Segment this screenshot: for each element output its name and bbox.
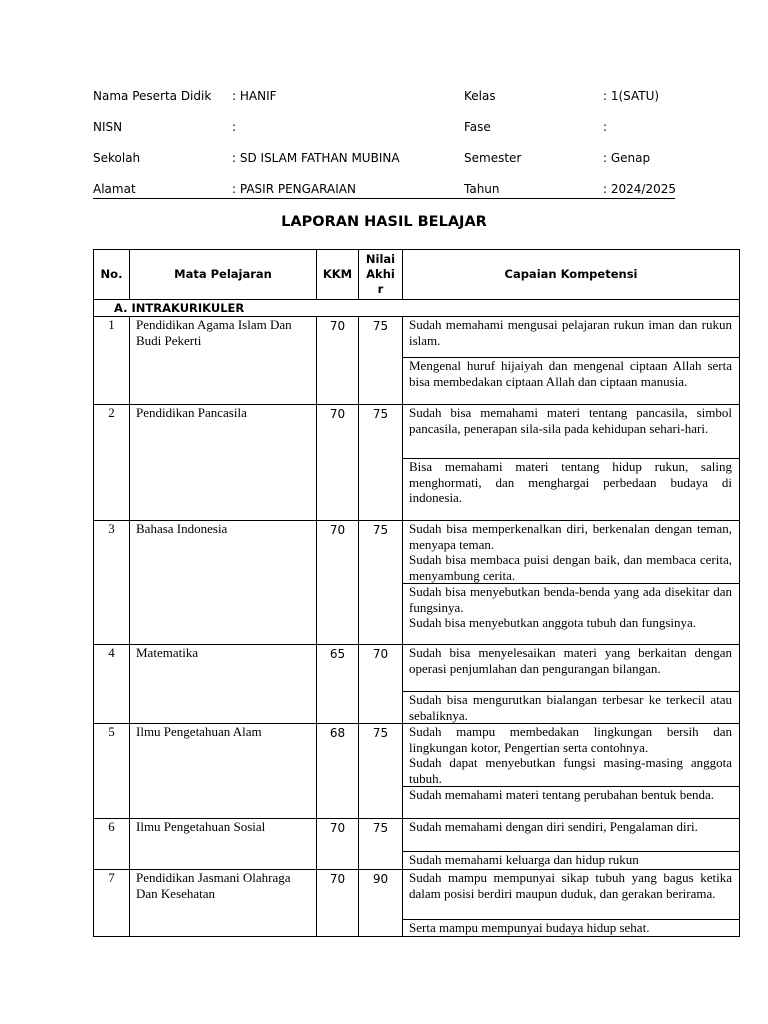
achievement-text: Bisa memahami materi tentang hidup rukun, saling menghormati, dan menghargai perbedaan budaya di indonesia. — [409, 459, 732, 505]
info-row — [93, 151, 675, 171]
score-value: 90 — [359, 870, 403, 937]
achievement-text: Sudah bisa memahami materi tentang pancasila, simbol pancasila, penerapan sila-sila pada kehidupan sehari-hari. — [403, 405, 739, 459]
table-row — [94, 521, 740, 645]
score-value: 70 — [359, 645, 403, 724]
score-value: 75 — [359, 521, 403, 645]
score-value: 75 — [359, 405, 403, 521]
subject-name: Pendidikan Jasmani Olahraga Dan Kesehatan — [130, 870, 317, 937]
label-year: Tahun — [464, 182, 500, 196]
achievement-cell — [403, 645, 740, 724]
value-year: : 2024/2025 — [603, 182, 676, 196]
header-subject: Mata Pelajaran — [130, 250, 317, 300]
achievement-text: Sudah mampu membedakan lingkungan bersih dan lingkungan kotor, Pengertian serta contohnya. Sudah dapat menyebutkan fungsi masing-masing anggota tubuh. — [403, 724, 739, 787]
table-row — [94, 317, 740, 405]
table-row — [94, 819, 740, 870]
section-title: A. INTRAKURIKULER — [94, 300, 740, 317]
achievement-cell — [403, 819, 740, 870]
kkm-value: 70 — [317, 405, 359, 521]
subject-name: Bahasa Indonesia — [130, 521, 317, 645]
section-row — [94, 300, 740, 317]
row-number: 3 — [94, 521, 130, 645]
achievement-text: Sudah memahami dengan diri sendiri, Pengalaman diri. — [403, 819, 739, 852]
row-number: 1 — [94, 317, 130, 405]
value-name: : HANIF — [232, 89, 277, 103]
achievement-cell — [403, 405, 740, 521]
achievement-text: Mengenal huruf hijaiyah dan mengenal ciptaan Allah serta bisa membedakan ciptaan Allah dan ciptaan manusia. — [409, 358, 732, 389]
header-no: No. — [94, 250, 130, 300]
table-row — [94, 645, 740, 724]
value-phase: : — [603, 120, 608, 134]
row-number: 7 — [94, 870, 130, 937]
value-address: : PASIR PENGARAIAN — [232, 182, 356, 196]
row-number: 6 — [94, 819, 130, 870]
table-row — [94, 405, 740, 521]
score-value: 75 — [359, 317, 403, 405]
label-phase: Fase — [464, 120, 491, 134]
header-kkm: KKM — [317, 250, 359, 300]
subject-name: Matematika — [130, 645, 317, 724]
table-row — [94, 724, 740, 819]
value-nisn: : — [232, 120, 237, 134]
grades-table — [93, 249, 740, 937]
label-semester: Semester — [464, 151, 522, 165]
subject-name: Pendidikan Agama Islam Dan Budi Pekerti — [130, 317, 317, 405]
value-semester: : Genap — [603, 151, 651, 165]
achievement-text: Sudah mampu mempunyai sikap tubuh yang bagus ketika dalam posisi berdiri maupun duduk, dan gerakan berirama. — [403, 870, 739, 920]
label-address: Alamat — [93, 182, 136, 196]
achievement-text: Sudah bisa menyelesaikan materi yang berkaitan dengan operasi penjumlahan dan pengurangan bilangan. — [403, 645, 739, 692]
subject-name: Pendidikan Pancasila — [130, 405, 317, 521]
kkm-value: 65 — [317, 645, 359, 724]
kkm-value: 70 — [317, 521, 359, 645]
achievement-text: Sudah memahami materi tentang perubahan bentuk benda. — [409, 787, 715, 802]
achievement-cell — [403, 724, 740, 819]
label-class: Kelas — [464, 89, 496, 103]
info-row — [93, 89, 675, 109]
kkm-value: 70 — [317, 317, 359, 405]
header-divider — [93, 198, 675, 199]
achievement-text: Sudah bisa mengurutkan bialangan terbesar ke terkecil atau sebaliknya. — [409, 692, 732, 723]
achievement-cell — [403, 870, 740, 937]
table-header-row — [94, 250, 740, 300]
score-value: 75 — [359, 724, 403, 819]
achievement-cell — [403, 521, 740, 645]
info-row — [93, 182, 675, 202]
kkm-value: 68 — [317, 724, 359, 819]
achievement-cell — [403, 317, 740, 405]
label-name: Nama Peserta Didik — [93, 89, 212, 103]
achievement-text: Sudah memahami mengusai pelajaran rukun iman dan rukun islam. — [403, 317, 739, 358]
kkm-value: 70 — [317, 819, 359, 870]
subject-name: Ilmu Pengetahuan Sosial — [130, 819, 317, 870]
achievement-text: Sudah bisa menyebutkan benda-benda yang ada disekitar dan fungsinya. Sudah bisa menyebutkan anggota tubuh dan fungsinya. — [409, 584, 732, 630]
row-number: 5 — [94, 724, 130, 819]
achievement-text: Sudah memahami keluarga dan hidup rukun — [409, 852, 639, 867]
kkm-value: 70 — [317, 870, 359, 937]
value-school: : SD ISLAM FATHAN MUBINA — [232, 151, 400, 165]
row-number: 2 — [94, 405, 130, 521]
header-achievement: Capaian Kompetensi — [403, 250, 740, 300]
info-row — [93, 120, 675, 140]
label-school: Sekolah — [93, 151, 141, 165]
row-number: 4 — [94, 645, 130, 724]
label-nisn: NISN — [93, 120, 123, 134]
achievement-text: Sudah bisa memperkenalkan diri, berkenalan dengan teman, menyapa teman. Sudah bisa membaca puisi dengan baik, dan membaca cerita, menyambung cerita. — [403, 521, 739, 584]
achievement-text: Serta mampu mempunyai budaya hidup sehat. — [409, 920, 650, 935]
value-class: : 1(SATU) — [603, 89, 660, 103]
table-row — [94, 870, 740, 937]
subject-name: Ilmu Pengetahuan Alam — [130, 724, 317, 819]
page-title: LAPORAN HASIL BELAJAR — [281, 214, 487, 230]
score-value: 75 — [359, 819, 403, 870]
header-score: Nilai Akhi r — [359, 250, 403, 300]
